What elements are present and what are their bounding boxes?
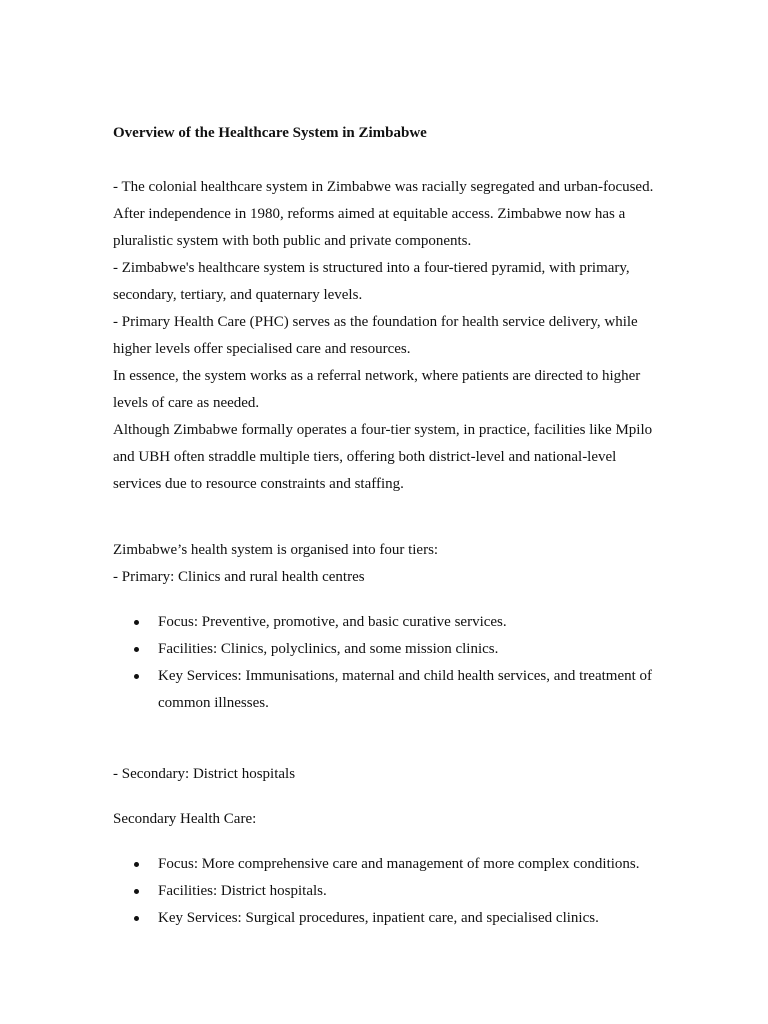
bullet-icon [134,889,139,894]
document-title: Overview of the Healthcare System in Zimbabwe [113,125,427,141]
primary-bullet-list [113,609,661,717]
bullet-icon [134,674,139,679]
list-item [113,851,661,878]
intro-paragraph: In essence, the system works as a referral network, where patients are directed to higher levels of care as needed. [113,368,641,411]
intro-paragraph: - Primary Health Care (PHC) serves as the foundation for health service delivery, while higher levels offer specialised care and resources. [113,314,638,357]
intro-paragraph: - The colonial healthcare system in Zimbabwe was racially segregated and urban-focused. After independence in 1980, reforms aimed at equitable access. Zimbabwe now has a pluralistic system with both public and private components. [113,179,654,249]
document-page [113,120,661,932]
list-item [113,905,661,932]
list-item-text: Facilities: Clinics, polyclinics, and some mission clinics. [158,641,499,657]
primary-heading: - Primary: Clinics and rural health centres [113,569,365,585]
secondary-subheading: Secondary Health Care: [113,811,257,827]
list-item-text: Focus: More comprehensive care and management of more complex conditions. [158,856,640,872]
intro-paragraph: - Zimbabwe's healthcare system is structured into a four-tiered pyramid, with primary, secondary, tertiary, and quaternary levels. [113,260,630,303]
secondary-bullet-list [113,851,661,932]
tiers-intro: Zimbabwe’s health system is organised into four tiers: [113,542,439,558]
list-item-text: Key Services: Surgical procedures, inpatient care, and specialised clinics. [158,910,599,926]
intro-paragraph: Although Zimbabwe formally operates a four-tier system, in practice, facilities like Mpilo and UBH often straddle multiple tiers, offering both district-level and national-level services due to resource constraints and staffing. [113,422,653,492]
list-item [113,878,661,905]
bullet-icon [134,620,139,625]
bullet-icon [134,647,139,652]
list-item-text: Key Services: Immunisations, maternal and child health services, and treatment of common illnesses. [158,668,653,711]
list-item [113,636,661,663]
secondary-heading: - Secondary: District hospitals [113,766,296,782]
bullet-icon [134,916,139,921]
list-item-text: Facilities: District hospitals. [158,883,327,899]
list-item-text: Focus: Preventive, promotive, and basic curative services. [158,614,507,630]
list-item [113,663,661,717]
bullet-icon [134,862,139,867]
list-item [113,609,661,636]
